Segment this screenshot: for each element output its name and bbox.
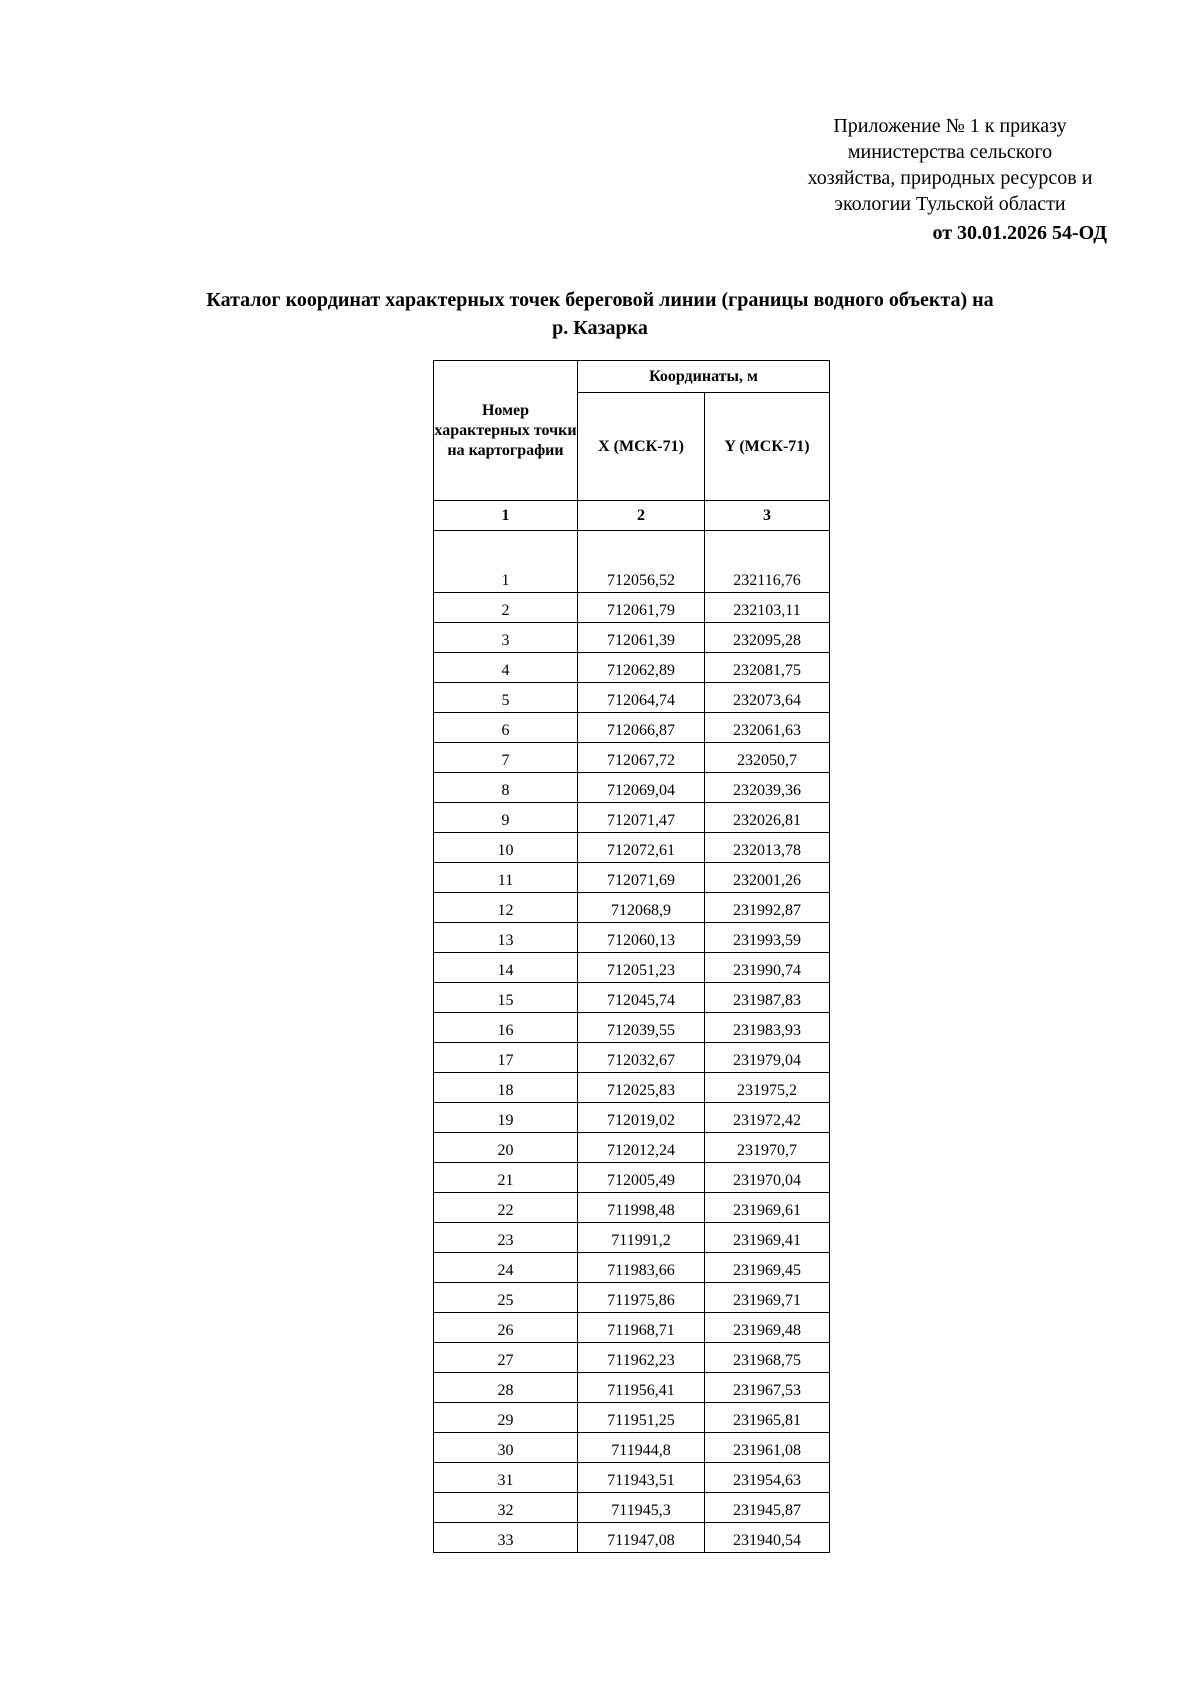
point-number-cell: 3 (434, 622, 578, 652)
x-coordinate-cell: 712068,9 (578, 892, 705, 922)
document-title-line: р. Казарка (552, 317, 648, 339)
column-number: 3 (705, 501, 830, 531)
table-row (434, 1042, 830, 1072)
y-coordinate-cell: 231975,2 (705, 1072, 830, 1102)
x-coordinate-cell: 711956,41 (578, 1372, 705, 1402)
table-row (434, 802, 830, 832)
table-row (434, 1192, 830, 1222)
x-coordinate-cell: 712072,61 (578, 832, 705, 862)
x-coordinate-cell: 712061,79 (578, 592, 705, 622)
point-number-cell: 15 (434, 982, 578, 1012)
y-coordinate-cell: 232103,11 (705, 592, 830, 622)
order-date: от 30.01.2026 54-ОД (932, 222, 1107, 244)
spacer-row (434, 531, 830, 563)
point-number-cell: 23 (434, 1222, 578, 1252)
appendix-line: Приложение № 1 к приказу (833, 115, 1067, 137)
x-coordinate-cell: 711962,23 (578, 1342, 705, 1372)
point-number-cell: 27 (434, 1342, 578, 1372)
x-coordinate-cell: 711983,66 (578, 1252, 705, 1282)
point-number-cell: 9 (434, 802, 578, 832)
point-number-cell: 1 (434, 562, 578, 592)
table-row (434, 1012, 830, 1042)
y-coordinate-cell: 232013,78 (705, 832, 830, 862)
table-row (434, 1372, 830, 1402)
table-row (434, 832, 830, 862)
point-number-cell: 22 (434, 1192, 578, 1222)
point-number-cell: 25 (434, 1282, 578, 1312)
point-number-cell: 18 (434, 1072, 578, 1102)
x-coordinate-cell: 712066,87 (578, 712, 705, 742)
point-number-cell: 4 (434, 652, 578, 682)
y-coordinate-cell: 231965,81 (705, 1402, 830, 1432)
table-row (434, 1252, 830, 1282)
point-number-cell: 2 (434, 592, 578, 622)
point-number-cell: 32 (434, 1492, 578, 1522)
y-coordinate-cell: 232073,64 (705, 682, 830, 712)
x-coordinate-cell: 711944,8 (578, 1432, 705, 1462)
point-number-cell: 19 (434, 1102, 578, 1132)
column-number: 2 (578, 501, 705, 531)
y-coordinate-cell: 231992,87 (705, 892, 830, 922)
document-title (100, 286, 1100, 342)
point-number-cell: 24 (434, 1252, 578, 1282)
x-column-header: X (МСК-71) (578, 393, 705, 501)
y-coordinate-cell: 231945,87 (705, 1492, 830, 1522)
point-number-cell: 30 (434, 1432, 578, 1462)
point-number-cell: 26 (434, 1312, 578, 1342)
x-coordinate-cell: 712025,83 (578, 1072, 705, 1102)
x-coordinate-cell: 711968,71 (578, 1312, 705, 1342)
table-row (434, 982, 830, 1012)
point-number-cell: 8 (434, 772, 578, 802)
appendix-line: хозяйства, природных ресурсов и (807, 167, 1093, 189)
point-number-cell: 13 (434, 922, 578, 952)
y-coordinate-cell: 231983,93 (705, 1012, 830, 1042)
x-coordinate-cell: 712056,52 (578, 562, 705, 592)
y-coordinate-cell: 231954,63 (705, 1462, 830, 1492)
table-row (434, 1312, 830, 1342)
x-coordinate-cell: 712067,72 (578, 742, 705, 772)
table-row (434, 1102, 830, 1132)
y-coordinate-cell: 231990,74 (705, 952, 830, 982)
x-coordinate-cell: 711943,51 (578, 1462, 705, 1492)
document-title-line: Каталог координат характерных точек береговой линии (границы водного объекта) на (206, 289, 994, 311)
table-row (434, 772, 830, 802)
point-number-cell: 29 (434, 1402, 578, 1432)
point-number-cell: 10 (434, 832, 578, 862)
table-row (434, 712, 830, 742)
y-coordinate-cell: 231970,7 (705, 1132, 830, 1162)
y-coordinate-cell: 231987,83 (705, 982, 830, 1012)
x-coordinate-cell: 712045,74 (578, 982, 705, 1012)
table-row (434, 922, 830, 952)
y-coordinate-cell: 231969,48 (705, 1312, 830, 1342)
table-row (434, 1072, 830, 1102)
x-coordinate-cell: 712032,67 (578, 1042, 705, 1072)
table-row (434, 652, 830, 682)
point-number-cell: 21 (434, 1162, 578, 1192)
x-coordinate-cell: 712060,13 (578, 922, 705, 952)
table-row (434, 952, 830, 982)
table-row (434, 1402, 830, 1432)
point-number-cell: 6 (434, 712, 578, 742)
table-row (434, 1282, 830, 1312)
x-coordinate-cell: 711945,3 (578, 1492, 705, 1522)
x-coordinate-cell: 711998,48 (578, 1192, 705, 1222)
appendix-line: экологии Тульской области (834, 193, 1066, 215)
y-column-header: Y (МСК-71) (705, 393, 830, 501)
column-number: 1 (434, 501, 578, 531)
table-row (434, 1432, 830, 1462)
table-row (434, 862, 830, 892)
coordinates-table (433, 360, 830, 1553)
y-coordinate-cell: 232081,75 (705, 652, 830, 682)
y-coordinate-cell: 232095,28 (705, 622, 830, 652)
y-coordinate-cell: 232026,81 (705, 802, 830, 832)
y-coordinate-cell: 231969,41 (705, 1222, 830, 1252)
table-row (434, 1522, 830, 1552)
table-row (434, 592, 830, 622)
point-number-cell: 20 (434, 1132, 578, 1162)
x-coordinate-cell: 712019,02 (578, 1102, 705, 1132)
table-row (434, 1342, 830, 1372)
point-number-cell: 12 (434, 892, 578, 922)
x-coordinate-cell: 712071,47 (578, 802, 705, 832)
table-row (434, 622, 830, 652)
point-number-cell: 16 (434, 1012, 578, 1042)
table-row (434, 1132, 830, 1162)
y-coordinate-cell: 231969,61 (705, 1192, 830, 1222)
y-coordinate-cell: 231961,08 (705, 1432, 830, 1462)
y-coordinate-cell: 232116,76 (705, 562, 830, 592)
y-coordinate-cell: 231968,75 (705, 1342, 830, 1372)
table-row (434, 1162, 830, 1192)
point-number-cell: 17 (434, 1042, 578, 1072)
y-coordinate-cell: 231967,53 (705, 1372, 830, 1402)
x-coordinate-cell: 712071,69 (578, 862, 705, 892)
appendix-line: министерства сельского (847, 141, 1053, 163)
point-number-cell: 11 (434, 862, 578, 892)
table-body (434, 531, 830, 1553)
y-coordinate-cell: 231993,59 (705, 922, 830, 952)
table-row (434, 892, 830, 922)
y-coordinate-cell: 231970,04 (705, 1162, 830, 1192)
y-coordinate-cell: 232001,26 (705, 862, 830, 892)
x-coordinate-cell: 711951,25 (578, 1402, 705, 1432)
y-coordinate-cell: 231969,71 (705, 1282, 830, 1312)
y-coordinate-cell: 231972,42 (705, 1102, 830, 1132)
appendix-reference (780, 113, 1120, 217)
x-coordinate-cell: 712069,04 (578, 772, 705, 802)
x-coordinate-cell: 712039,55 (578, 1012, 705, 1042)
table-row (434, 742, 830, 772)
table-row (434, 562, 830, 592)
y-coordinate-cell: 232050,7 (705, 742, 830, 772)
table-row (434, 682, 830, 712)
x-coordinate-cell: 711975,86 (578, 1282, 705, 1312)
table-row (434, 1222, 830, 1252)
y-coordinate-cell: 232039,36 (705, 772, 830, 802)
table-row (434, 1492, 830, 1522)
x-coordinate-cell: 711947,08 (578, 1522, 705, 1552)
x-coordinate-cell: 712061,39 (578, 622, 705, 652)
point-number-cell: 28 (434, 1372, 578, 1402)
x-coordinate-cell: 712012,24 (578, 1132, 705, 1162)
point-number-cell: 33 (434, 1522, 578, 1552)
y-coordinate-cell: 231940,54 (705, 1522, 830, 1552)
coordinates-header: Координаты, м (578, 361, 830, 393)
point-number-cell: 5 (434, 682, 578, 712)
y-coordinate-cell: 232061,63 (705, 712, 830, 742)
point-number-cell: 31 (434, 1462, 578, 1492)
y-coordinate-cell: 231969,45 (705, 1252, 830, 1282)
table-row (434, 1462, 830, 1492)
x-coordinate-cell: 712005,49 (578, 1162, 705, 1192)
point-number-cell: 14 (434, 952, 578, 982)
x-coordinate-cell: 711991,2 (578, 1222, 705, 1252)
point-number-header: Номер характерных точки на картографии (434, 361, 578, 501)
x-coordinate-cell: 712062,89 (578, 652, 705, 682)
point-number-cell: 7 (434, 742, 578, 772)
x-coordinate-cell: 712051,23 (578, 952, 705, 982)
x-coordinate-cell: 712064,74 (578, 682, 705, 712)
y-coordinate-cell: 231979,04 (705, 1042, 830, 1072)
